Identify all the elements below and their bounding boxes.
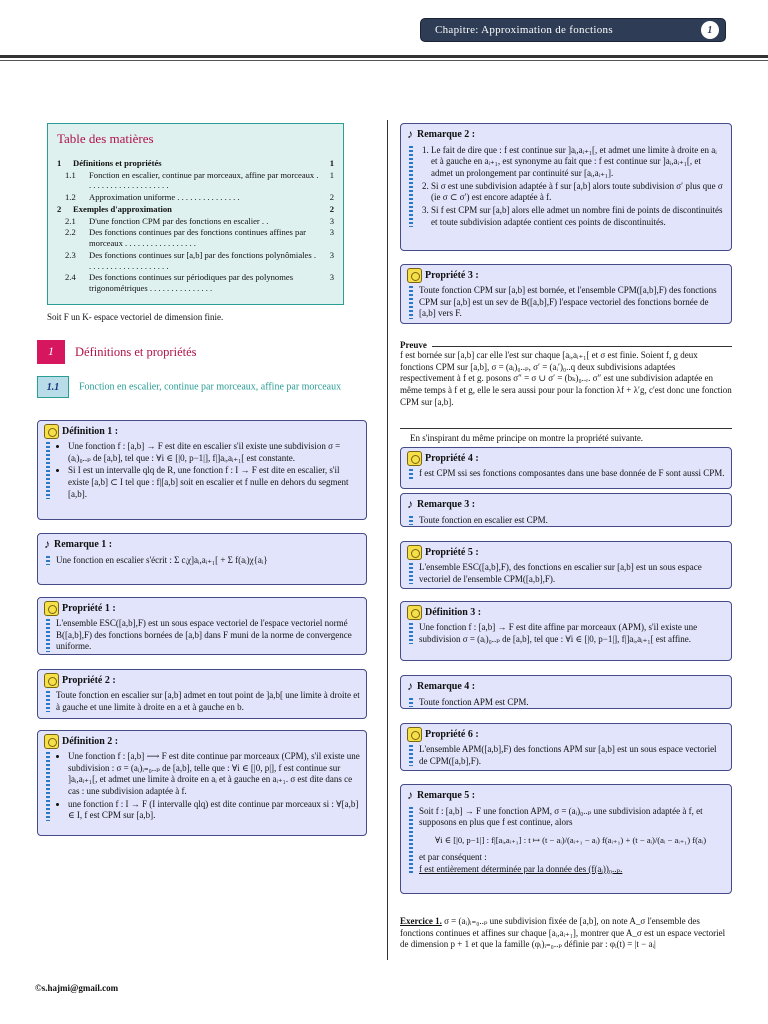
toc-page: 1 <box>329 169 334 180</box>
toc-entry: Définitions et propriétés <box>73 157 162 168</box>
card-body: L'ensemble ESC([a,b],F), des fonctions en escalier sur [a,b] est un sous espace vectoriel de l'ensemble CPM([a,b],F). <box>407 562 725 585</box>
propriete-1-card <box>37 597 367 655</box>
remarque-1-card <box>37 533 367 585</box>
card-title: Propriété 3 : <box>425 270 479 281</box>
section-number: 1 <box>37 340 65 364</box>
list-item: • Une fonction f : [a,b] → F est dite en escalier s'il existe une subdivision σ = (aᵢ)₀..ₚ de [a,b], tel que : ∀i ∈ [|0, p−1|], f|]aᵢ,aᵢ₊₁[ est constante. <box>68 441 360 464</box>
toc-page: 3 <box>329 249 334 260</box>
definition-2-card <box>37 730 367 836</box>
card-title: Propriété 6 : <box>425 729 479 740</box>
card-title: Propriété 2 : <box>62 675 116 686</box>
toc-row <box>57 204 334 215</box>
card-title: Définition 2 : <box>62 736 119 747</box>
table-of-contents <box>47 123 344 305</box>
music-note-icon: ♪ <box>407 497 413 511</box>
preuve-body: f est bornée sur [a,b] car elle l'est sur chaque [aᵢ,aᵢ₊₁[ et σ est finie. Soient f, g deux fonctions CPM sur [a,b], σ = (aᵢ)₀..ₚ, σ′ = (aᵢ′)₀..q deux subdivisions adaptées respectivement à f et g. posons σ″ = σ ∪ σ′ = (bₖ)₀..ᵣ. σ″ est une subdivision adaptée en même temps à f et g, elle le sera aussi pour pour la fonction λf + λ′g, c'est donc une fonction CPM sur [a,b]. <box>400 350 732 407</box>
card-body: Soit f : [a,b] → F une fonction APM, σ = (aᵢ)₀..ₚ une subdivision adaptée à f, et supposons en plus que f est continue, alors <box>419 805 703 828</box>
card-title: Propriété 4 : <box>425 453 479 464</box>
star-icon <box>44 601 59 616</box>
card-body: f est CPM ssi ses fonctions composantes dans une base donnée de F sont aussi CPM. <box>407 468 725 480</box>
remarque-3-card <box>400 493 732 527</box>
toc-entry: Fonction en escalier, continue par morceaux, affine par morceaux . . . . . . . . . . . . . . . . . . . . <box>89 169 319 191</box>
toc-row <box>57 192 334 203</box>
inspire-text: En s'inspirant du même principe on montre la propriété suivante. <box>410 433 644 443</box>
card-title: Propriété 1 : <box>62 603 116 614</box>
exercise-label: Exercice 1. <box>400 916 442 926</box>
list-item: • une fonction f : I → F (I intervalle qlq) est dite continue par morceaux si : ∀[a,b] ∈ I, f est CPM sur [a,b]. <box>68 799 360 822</box>
toc-page: 2 <box>329 203 334 214</box>
toc-number: 1.1 <box>65 169 76 180</box>
propriete-6-card <box>400 723 732 771</box>
star-icon <box>407 451 422 466</box>
card-body: Toute fonction CPM sur [a,b] est bornée, et l'ensemble CPM([a,b],F) des fonctions CPM sur [a,b] est un sev de B([a,b],F) l'espace vectoriel des fonctions bornée de [a,b] vers F. <box>407 285 725 320</box>
toc-number: 2.2 <box>65 227 76 238</box>
toc-page: 3 <box>329 227 334 238</box>
star-icon <box>407 545 422 560</box>
exercise-body: σ = (aᵢ)ᵢ₌₀..ₚ une subdivision fixée de [a,b], on note A_σ l'ensemble des fonctions continues et affines sur chaque [aᵢ,aᵢ₊₁], montrer que A_σ est un espace vectoriel de dimension p + 1 et que la famille (φᵢ)ᵢ₌₀..ₚ définie par : φᵢ(t) = |t − aᵢ| <box>400 916 726 950</box>
card-body: Toute fonction en escalier est CPM. <box>407 515 725 527</box>
star-icon <box>44 424 59 439</box>
header-rule <box>0 55 768 58</box>
list-item: 1. Le fait de dire que : f est continue sur ]aᵢ,aᵢ₊₁[, et admet une limite à droite en aᵢ et à gauche en aᵢ₊₁, est synonyme au fait que : f est continue sur ]aᵢ,aᵢ₊₁[, et admet un prolongement par continuité sur [aᵢ,aᵢ₊₁]. <box>431 145 725 180</box>
toc-page: 1 <box>329 157 334 168</box>
toc-page: 3 <box>329 272 334 283</box>
page-number-badge: 1 <box>701 21 719 39</box>
toc-title: Table des matières <box>57 131 154 146</box>
toc-row <box>57 272 334 293</box>
toc-list <box>57 158 334 294</box>
propriete-5-card <box>400 541 732 589</box>
card-title: Propriété 5 : <box>425 547 479 558</box>
propriete-4-card <box>400 447 732 489</box>
toc-entry: D'une fonction CPM par des fonctions en escalier . . <box>89 215 269 226</box>
subsection-heading <box>37 376 377 398</box>
toc-entry: Des fonctions continues par des fonctions continues affines par morceaux . . . . . . . . . . . . . . . . . <box>89 227 307 249</box>
toc-number: 1.2 <box>65 192 76 203</box>
list-item: • Si I est un intervalle qlq de R, une fonction f : I → F est dite en escalier, s'il existe [a,b] ⊂ I tel que : f|[a,b] soit en escalier et f nulle en dehors du segment [a,b]. <box>68 465 360 500</box>
card-title: Remarque 2 : <box>417 129 476 141</box>
toc-entry: Exemples d'approximation <box>73 203 172 214</box>
intro-text: Soit F un K- espace vectoriel de dimension finie. <box>47 312 224 322</box>
toc-number: 1 <box>57 157 62 168</box>
star-icon <box>407 268 422 283</box>
card-title: Définition 1 : <box>62 426 119 437</box>
star-icon <box>407 605 422 620</box>
toc-entry: Des fonctions continues sur périodiques par des polynomes trigonométriques . . . . . . . . . . . . . . . <box>89 272 294 293</box>
preuve-end-rule <box>400 428 732 429</box>
card-body: Une fonction en escalier s'écrit : Σ cᵢχ]aᵢ,aᵢ₊₁[ + Σ f(aᵢ)χ{aᵢ} <box>44 555 360 567</box>
chapter-header <box>420 18 726 42</box>
column-separator <box>387 120 388 960</box>
toc-page: 3 <box>329 215 334 226</box>
propriete-2-card <box>37 669 367 719</box>
section-title: Définitions et propriétés <box>75 344 197 359</box>
music-note-icon: ♪ <box>407 679 413 693</box>
card-title: Remarque 5 : <box>417 790 476 802</box>
toc-number: 2 <box>57 203 62 214</box>
exercise <box>400 916 732 951</box>
formula: ∀i ∈ [|0, p−1|] : f|[aᵢ,aᵢ₊₁] : t ↦ (t − aᵢ)/(aᵢ₊₁ − aᵢ) f(aᵢ₊₁) + (t − aᵢ)/(aᵢ − aᵢ₊₁) f(aᵢ) <box>435 834 707 845</box>
toc-number: 2.1 <box>65 215 76 226</box>
section-heading <box>37 340 197 364</box>
card-body: L'ensemble ESC([a,b],F) est un sous espace vectoriel de l'espace vectoriel normé B([a,b],F) des fonctions bornées de [a,b] dans F muni de la norme de convergence uniforme. <box>44 618 360 653</box>
card-body: Toute fonction en escalier sur [a,b] admet en tout point de ]a,b[ une limite à droite et à gauche et une limite à droite en a et à gauche en b. <box>44 690 360 713</box>
list-item: • Une fonction f : [a,b] ⟶ F est dite continue par morceaux (CPM), s'il existe une subdivision : σ = (aᵢ)ᵢ₌₀..ₚ de [a,b], telle que : ∀i ∈ [|0, p|], f est continue sur ]aᵢ,aᵢ₊₁[, et admet une limite à droite en aᵢ et à gauche en aᵢ₊₁. σ est dite dans ce cas : une subdivision adaptée à f. <box>68 751 360 798</box>
star-icon <box>407 727 422 742</box>
remarque-2-card <box>400 123 732 251</box>
card-body: Toute fonction APM est CPM. <box>407 697 725 709</box>
list-item: 2. Si σ est une subdivision adaptée à f sur [a,b] alors toute subdivision σ′ plus que σ (ie σ ⊂ σ′) est encore adaptée à f. <box>431 181 725 204</box>
remarque-5-card <box>400 784 732 894</box>
card-title: Remarque 3 : <box>417 499 476 511</box>
card-body: Une fonction f : [a,b] → F est dite affine par morceaux (APM), s'il existe une subdivision σ = (aᵢ)₀..ₚ de [a,b], tel que : ∀i ∈ [|0, p−1|], f|]aᵢ,aᵢ₊₁[ est affine. <box>407 622 725 645</box>
card-body: et par conséquent : <box>419 852 487 863</box>
card-title: Définition 3 : <box>425 607 482 618</box>
definition-1-card <box>37 420 367 520</box>
music-note-icon: ♪ <box>407 127 413 141</box>
music-note-icon: ♪ <box>407 788 413 802</box>
subsection-number: 1.1 <box>37 376 69 398</box>
toc-number: 2.4 <box>65 272 76 283</box>
star-icon <box>44 734 59 749</box>
toc-row <box>57 170 334 191</box>
music-note-icon: ♪ <box>44 537 50 551</box>
toc-number: 2.3 <box>65 249 76 260</box>
toc-entry: Approximation uniforme . . . . . . . . . . . . . . . <box>89 192 240 203</box>
toc-row <box>57 250 334 271</box>
toc-row <box>57 227 334 248</box>
preuve-title: Preuve <box>400 340 427 350</box>
toc-row <box>57 216 334 227</box>
chapter-title: Chapitre: Approximation de fonctions <box>435 23 613 36</box>
subsection-title: Fonction en escalier, continue par morceaux, affine par morceaux <box>79 381 342 393</box>
card-body: L'ensemble APM([a,b],F) des fonctions APM sur [a,b] est un sous espace vectoriel de CPM([a,b],F). <box>407 744 725 767</box>
remarque-4-card <box>400 675 732 709</box>
toc-entry: Des fonctions continues sur [a,b] par des fonctions polynômiales . . . . . . . . . . . . . . . . . . . . <box>89 249 316 271</box>
propriete-3-card <box>400 264 732 324</box>
card-title: Remarque 4 : <box>417 681 476 693</box>
card-body: f est entièrement déterminée par la donnée des (f(aᵢ))₀..ₚ. <box>419 863 623 874</box>
star-icon <box>44 673 59 688</box>
toc-row <box>57 158 334 169</box>
preuve-rule <box>432 346 732 347</box>
author-email: ©s.hajmi@gmail.com <box>35 983 119 993</box>
definition-3-card <box>400 601 732 661</box>
card-title: Remarque 1 : <box>54 539 113 551</box>
toc-page: 2 <box>329 192 334 203</box>
header-rule-thin <box>0 60 768 61</box>
list-item: 3. Si f est CPM sur [a,b] alors elle admet un nombre fini de points de discontinuités et toute subdivision adaptée contient ces points de discontinuités. <box>431 205 725 228</box>
